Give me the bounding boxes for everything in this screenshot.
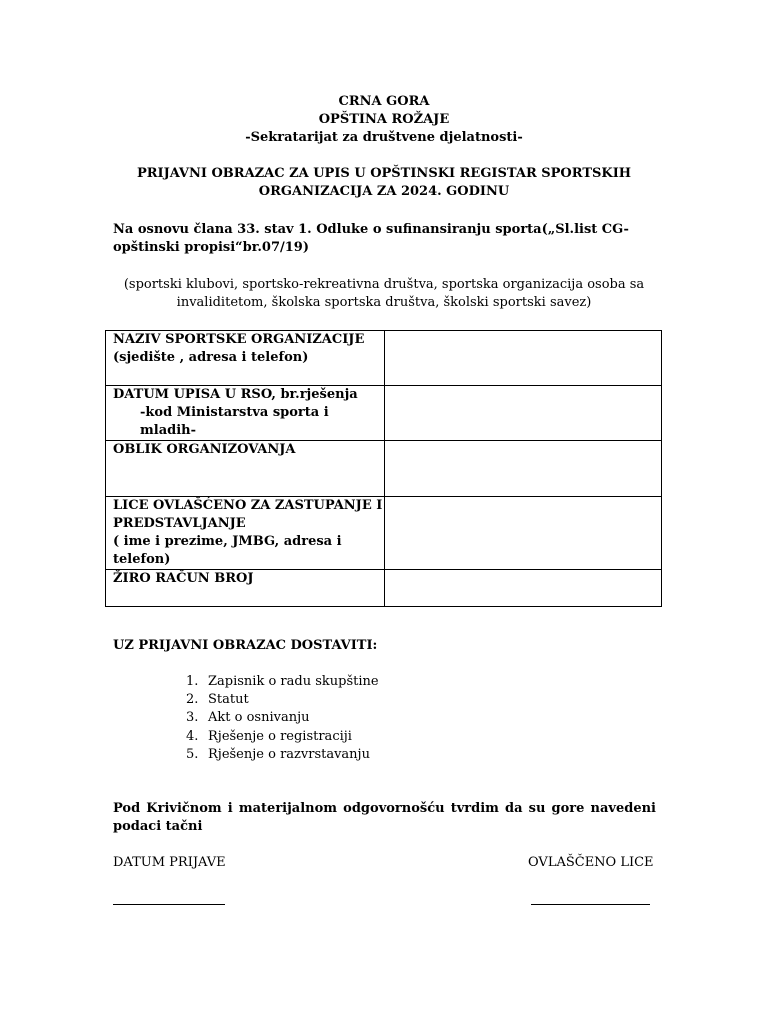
table-row [106,570,662,607]
note-line-2: invaliditetom, školska sportska društva, školski sportski savez) [176,295,592,310]
list-item: 1. Zapisnik o radu skupštine [186,674,379,689]
field-input-organization-form[interactable] [384,441,661,497]
required-documents-list [186,673,379,764]
field-input-registration-date[interactable] [384,386,661,441]
list-item: 4. Rješenje o registraciji [186,728,352,744]
field-input-bank-account[interactable] [384,570,661,607]
legal-basis [113,221,658,257]
header-municipality: OPŠTINA ROŽAJE [318,112,450,127]
field-label-registration-date: DATUM UPISA U RSO, br.rješenja -kod Ministarstva sporta i mladih- [106,386,385,441]
date-of-application-label: DATUM PRIJAVE [113,855,226,870]
header-country: CRNA GORA [338,94,430,109]
title-line-1: PRIJAVNI OBRAZAC ZA UPIS U OPŠTINSKI REGISTAR SPORTSKIH [136,166,632,181]
required-documents-heading: UZ PRIJAVNI OBRAZAC DOSTAVITI: [113,638,378,653]
liability-declaration: Pod Krivičnom i materijalnom odgovornošću tvrdim da su gore navedeni podaci tačni [113,801,656,834]
field-input-organization-name[interactable] [384,331,661,386]
table-row [106,497,662,570]
registration-table [105,330,662,607]
document-header [0,93,768,147]
list-item: 3. Akt o osnivanju [186,710,310,726]
header-secretariat: -Sekratarijat za društvene djelatnosti- [245,130,523,145]
document-title [0,165,768,201]
list-item: 5. Rješenje o razvrstavanju [186,746,370,762]
organization-types-note [0,276,768,312]
list-item: 2. Statut [186,692,249,708]
field-label-organization-form: OBLIK ORGANIZOVANJA [106,441,385,497]
legal-basis-line-1: Na osnovu člana 33. stav 1. Odluke o sufinansiranju sporta(„Sl.list CG- [113,222,629,237]
field-input-authorized-person[interactable] [384,497,661,570]
field-label-organization-name: NAZIV SPORTSKE ORGANIZACIJE (sjedište , adresa i telefon) [106,331,385,386]
authorized-signature-line[interactable] [531,904,650,905]
field-label-authorized-person: LICE OVLAŠĆENO ZA ZASTUPANJE I PREDSTAVLJANJE ( ime i prezime, JMBG, adresa i telefon) [106,497,385,570]
field-label-bank-account: ŽIRO RAČUN BROJ [106,570,385,607]
date-signature-line[interactable] [113,904,225,905]
table-row [106,386,662,441]
table-row [106,331,662,386]
title-line-2: ORGANIZACIJA ZA 2024. GODINU [258,184,510,199]
note-line-1: (sportski klubovi, sportsko-rekreativna društva, sportska organizacija osoba sa [123,277,645,292]
legal-basis-line-2: opštinski propisi“br.07/19) [113,240,309,255]
table-row [106,441,662,497]
authorized-person-label: OVLAŠČENO LICE [528,855,654,870]
